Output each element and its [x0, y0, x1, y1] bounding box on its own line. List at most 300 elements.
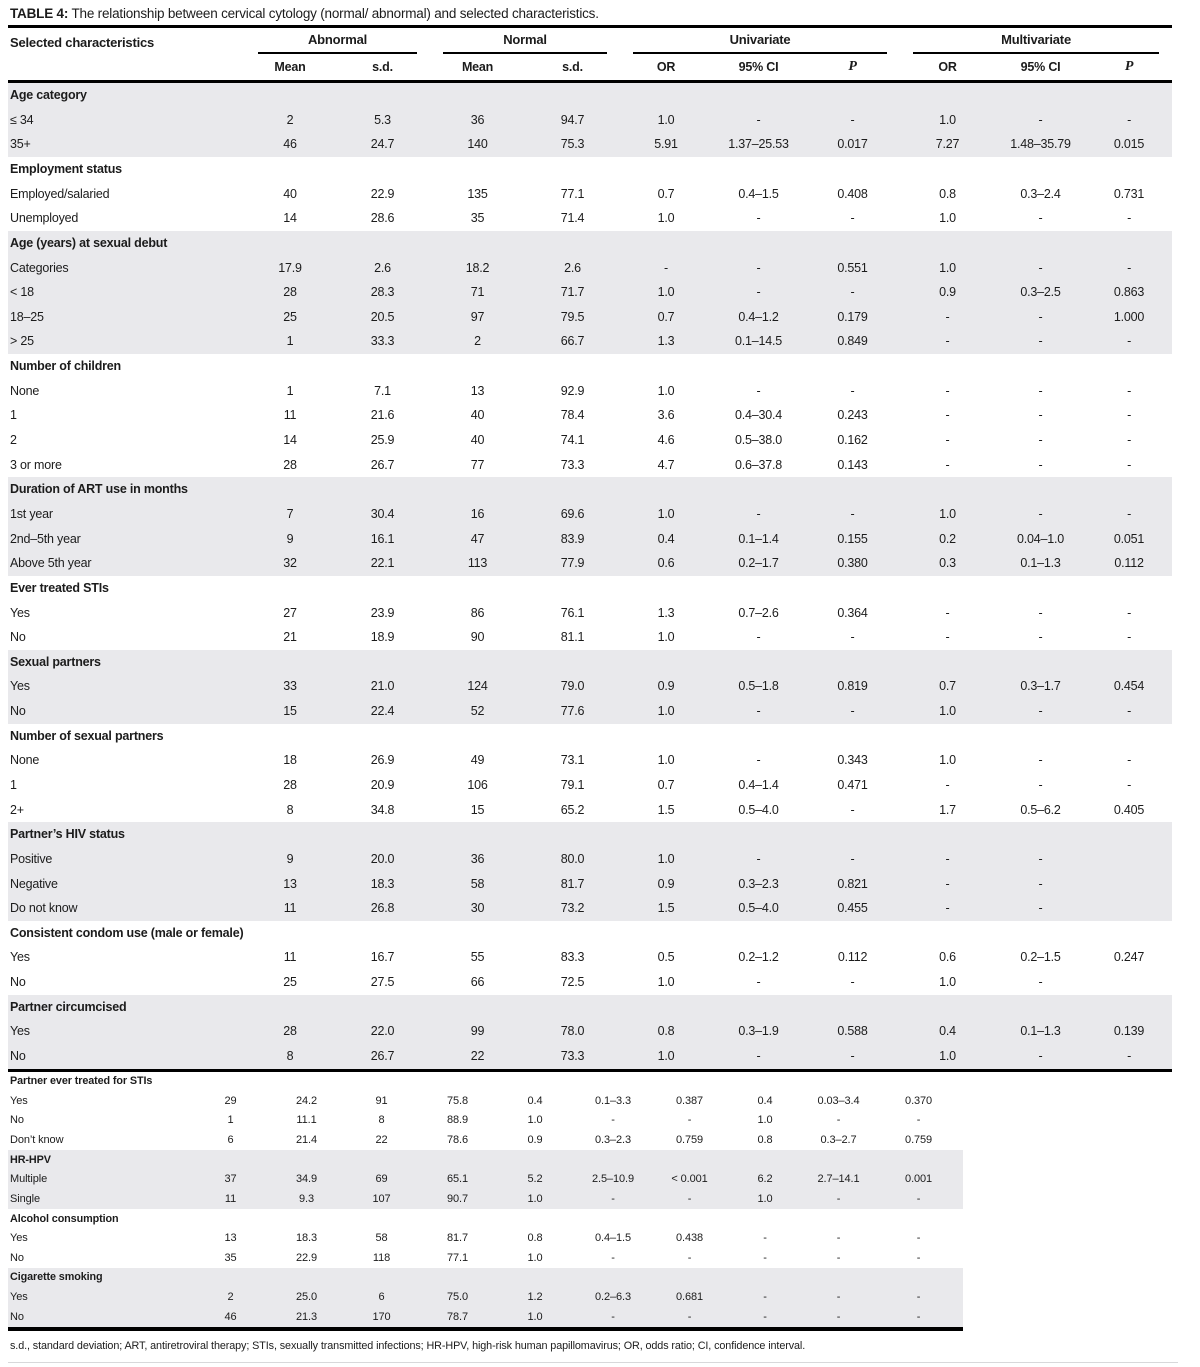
- row-label: Yes: [8, 674, 245, 699]
- sub-header-p: P: [1086, 54, 1172, 82]
- table-cell: -: [803, 1307, 874, 1329]
- section-header: Consistent condom use (male or female): [10, 925, 244, 940]
- table-cell: 0.179: [805, 305, 900, 330]
- table-cell: -: [1127, 753, 1132, 768]
- table-row: [8, 206, 1172, 231]
- table-cell: 47: [430, 527, 525, 552]
- table-cell: 0.2: [900, 527, 995, 552]
- table-cell: 1.0: [939, 211, 956, 226]
- table-cell: 49: [470, 753, 485, 768]
- table-cell: 73.3: [560, 457, 585, 472]
- table-cell: 0.3–2.5: [995, 280, 1086, 305]
- table-cell: 1.0: [900, 699, 995, 724]
- table-cell: 0.2–1.2: [738, 950, 779, 965]
- table-cell: 0.001: [874, 1170, 963, 1190]
- table-cell: 22.0: [335, 1019, 430, 1044]
- section-header-row: [8, 157, 1172, 182]
- table-cell: 28: [245, 1019, 335, 1044]
- table-cell: 1.0: [527, 1114, 543, 1127]
- table-cell: 71: [430, 280, 525, 305]
- table-cell: -: [916, 1114, 921, 1127]
- row-label: Negative: [8, 872, 245, 897]
- table-cell: 78.6: [446, 1133, 468, 1146]
- table-cell: -: [803, 1189, 874, 1209]
- table-cell: -: [916, 1232, 921, 1245]
- table-cell: 20.5: [335, 305, 430, 330]
- table-cell: 22.1: [335, 551, 430, 576]
- table-cell: 1.0: [727, 1189, 803, 1209]
- table-cell: 1.0: [496, 1307, 574, 1329]
- table-cell: 79.0: [525, 674, 620, 699]
- table-cell: -: [805, 1044, 900, 1070]
- table-cell: -: [712, 699, 805, 724]
- table-cell: 66: [470, 975, 485, 990]
- table-cell: 0.3–1.9: [712, 1019, 805, 1044]
- table-cell: -: [1038, 457, 1043, 472]
- table-cell: 7: [245, 502, 335, 527]
- table-cell: 1.0: [657, 975, 675, 990]
- main-table: [8, 25, 1172, 1072]
- table-cell: 14: [283, 211, 297, 226]
- table-cell: -: [805, 847, 900, 872]
- table-cell: 0.8: [527, 1232, 543, 1245]
- table-cell: 8: [378, 1114, 385, 1127]
- table-cell: 107: [344, 1189, 419, 1209]
- section-header-row: [8, 1150, 963, 1170]
- table-cell: -: [945, 433, 950, 448]
- table-cell: 0.9: [620, 674, 712, 699]
- table-cell: 65.1: [419, 1170, 496, 1190]
- row-label: Positive: [8, 847, 245, 872]
- table-cell: 0.8: [757, 1133, 773, 1146]
- table-cell: 1.0: [939, 975, 956, 990]
- table-row: [8, 945, 1172, 970]
- table-cell: -: [1038, 753, 1043, 768]
- row-label: Yes: [10, 1232, 28, 1245]
- table-cell: 86: [470, 605, 485, 620]
- table-cell: -: [995, 847, 1086, 872]
- table-cell: -: [712, 280, 805, 305]
- table-cell: -: [1038, 211, 1043, 226]
- table-cell: 30.4: [335, 502, 430, 527]
- table-row: [8, 280, 1172, 305]
- table-cell: 1.0: [657, 630, 675, 645]
- table-cell: -: [763, 1251, 767, 1264]
- table-cell: 0.9: [620, 872, 712, 897]
- sub-header-p: P: [805, 54, 900, 82]
- table-cell: 0.7: [900, 674, 995, 699]
- table-cell: -: [756, 975, 761, 990]
- table-cell: 0.4–1.5: [738, 186, 779, 201]
- section-header: Number of children: [10, 359, 121, 374]
- table-cell: 0.247: [1113, 950, 1145, 965]
- table-row: [8, 1044, 1172, 1070]
- group-header-label: Normal: [443, 28, 607, 54]
- table-row: [8, 1019, 1172, 1044]
- table-cell: 0.4–1.4: [738, 778, 779, 792]
- table-cell: 0.8: [939, 186, 956, 201]
- section-header-row: [8, 1072, 963, 1092]
- table-cell: 0.155: [805, 527, 900, 552]
- table-row: [8, 1248, 963, 1268]
- row-label: Employed/salaried: [10, 186, 110, 201]
- table-cell: 75.3: [525, 132, 620, 157]
- table-cell: 30: [430, 896, 525, 921]
- table-cell: 1.0: [620, 502, 712, 527]
- table-cell: -: [1127, 605, 1132, 620]
- table-cell: -: [756, 753, 761, 768]
- section-header-row: [8, 995, 1172, 1020]
- table-cell: 11: [192, 1189, 269, 1209]
- table-cell: 5.2: [496, 1170, 574, 1190]
- table-cell: 0.015: [1086, 132, 1172, 157]
- table-cell: 1.2: [496, 1288, 574, 1308]
- table-row: [8, 1170, 963, 1190]
- table-cell: 90: [470, 630, 485, 645]
- table-cell: -: [763, 1232, 767, 1245]
- table-cell: 11: [245, 896, 335, 921]
- table-cell: 1.0: [620, 1044, 712, 1070]
- table-cell: 5.3: [335, 108, 430, 133]
- table-cell: -: [712, 502, 805, 527]
- table-cell: -: [995, 329, 1086, 354]
- sub-header-or: OR: [900, 54, 995, 82]
- table-cell: 11: [283, 408, 297, 423]
- table-row: [8, 453, 1172, 478]
- table-cell: -: [611, 1251, 615, 1264]
- table-cell: 0.162: [837, 433, 868, 448]
- table-cell: -: [900, 329, 995, 354]
- row-label: 2nd–5th year: [8, 527, 245, 552]
- table-cell: 73.2: [525, 896, 620, 921]
- row-label: No: [8, 1307, 192, 1329]
- section-header: Partner circumcised: [8, 995, 1172, 1020]
- continued-table-area: [8, 1072, 1186, 1331]
- table-cell: -: [850, 383, 855, 398]
- table-cell: 6.2: [727, 1170, 803, 1190]
- table-footnote: s.d., standard deviation; ART, antiretroviral therapy; STIs, sexually transmitted infections; HR-HPV, high-risk human papillomavirus; OR, odds ratio; CI, confidence interval.: [10, 1339, 806, 1352]
- table-cell: 77.1: [446, 1251, 468, 1264]
- table-cell: 76.1: [560, 605, 585, 620]
- table-cell: -: [805, 502, 900, 527]
- table-cell: 1.0: [657, 753, 675, 768]
- table-cell: 1.3: [620, 329, 712, 354]
- table-cell: 135: [467, 186, 488, 201]
- table-cell: 8: [245, 1044, 335, 1070]
- table-row: [8, 1131, 963, 1151]
- table-cell: 13: [470, 383, 485, 398]
- table-cell: 21.4: [295, 1133, 317, 1146]
- table-row: [8, 1091, 963, 1111]
- table-cell: 0.681: [652, 1288, 727, 1308]
- table-cell: 0.6–37.8: [734, 457, 783, 472]
- table-cell: 2.7–14.1: [803, 1170, 874, 1190]
- table-cell: -: [712, 1044, 805, 1070]
- table-cell: 35: [224, 1251, 237, 1264]
- table-cell: -: [652, 1189, 727, 1209]
- table-cell: -: [995, 108, 1086, 133]
- table-cell: 2.5–10.9: [574, 1170, 652, 1190]
- row-label: No: [10, 1114, 24, 1127]
- table-cell: 0.4: [900, 1019, 995, 1044]
- group-header-label: Univariate: [633, 28, 887, 54]
- table-cell: 0.3: [900, 551, 995, 576]
- table-cell: 140: [430, 132, 525, 157]
- table-cell: 2: [430, 329, 525, 354]
- table-cell: 73.3: [525, 1044, 620, 1070]
- section-header-row: [8, 650, 1172, 675]
- table-row: [8, 428, 1172, 453]
- table-cell: 28.6: [370, 211, 395, 226]
- table-cell: -: [1038, 433, 1043, 448]
- table-cell: 40: [283, 186, 297, 201]
- table-cell: 0.7: [657, 778, 675, 792]
- table-cell: 0.454: [1086, 674, 1172, 699]
- table-cell: 0.370: [905, 1094, 933, 1107]
- table-cell: 17.9: [245, 255, 335, 280]
- table-cell: 20.0: [335, 847, 430, 872]
- table-cell: 35: [470, 211, 485, 226]
- section-header: Employment status: [10, 161, 122, 176]
- table-cell: 1: [227, 1114, 234, 1127]
- table-cell: -: [995, 305, 1086, 330]
- table-cell: [1086, 970, 1172, 995]
- table-cell: 78.7: [419, 1307, 496, 1329]
- table-cell: -: [756, 383, 761, 398]
- table-row: [8, 748, 1172, 773]
- table-cell: 0.408: [837, 186, 868, 201]
- table-cell: 8: [286, 802, 294, 817]
- table-cell: 69: [344, 1170, 419, 1190]
- table-cell: 0.3–1.7: [995, 674, 1086, 699]
- table-cell: 15: [245, 699, 335, 724]
- table-cell: [1086, 896, 1172, 921]
- table-cell: 0.9: [527, 1133, 543, 1146]
- table-cell: 78.0: [525, 1019, 620, 1044]
- table-cell: -: [574, 1189, 652, 1209]
- row-label: ≤ 34: [8, 108, 245, 133]
- table-cell: 0.5: [657, 950, 675, 965]
- table-cell: -: [900, 896, 995, 921]
- section-header: HR-HPV: [8, 1150, 963, 1170]
- table-cell: -: [945, 383, 950, 398]
- section-header: Alcohol consumption: [10, 1212, 119, 1225]
- table-cell: 0.2–1.5: [1020, 950, 1061, 965]
- table-cell: 25: [245, 305, 335, 330]
- table-cell: 2: [192, 1288, 269, 1308]
- table-cell: 6: [227, 1133, 234, 1146]
- table-row: [8, 798, 1172, 823]
- section-header: Number of sexual partners: [10, 728, 164, 743]
- table-cell: -: [900, 847, 995, 872]
- table-cell: 0.821: [805, 872, 900, 897]
- table-cell: 0.5–38.0: [734, 433, 783, 448]
- table-cell: 0.2–6.3: [574, 1288, 652, 1308]
- table-cell: 25: [283, 975, 297, 990]
- table-cell: 3.6: [657, 408, 675, 423]
- table-row: [8, 1229, 963, 1249]
- table-cell: -: [900, 305, 995, 330]
- table-cell: 58: [430, 872, 525, 897]
- table-row: [8, 625, 1172, 650]
- table-cell: -: [727, 1307, 803, 1329]
- table-cell: 27: [283, 605, 297, 620]
- table-cell: 18.2: [430, 255, 525, 280]
- table-cell: -: [574, 1307, 652, 1329]
- table-row: [8, 1189, 963, 1209]
- table-cell: 0.5–1.8: [712, 674, 805, 699]
- table-cell: -: [756, 211, 761, 226]
- table-cell: 18: [283, 753, 297, 768]
- table-cell: 0.405: [1113, 802, 1145, 817]
- row-label: No: [8, 1044, 245, 1070]
- table-cell: 1.3: [657, 605, 675, 620]
- table-cell: 26.7: [370, 457, 395, 472]
- table-cell: 0.7: [620, 305, 712, 330]
- table-cell: 0.4–1.5: [594, 1232, 631, 1245]
- table-cell: -: [652, 1307, 727, 1329]
- table-cell: -: [805, 108, 900, 133]
- row-label: Unemployed: [10, 211, 79, 226]
- table-cell: 0.438: [675, 1232, 704, 1245]
- table-row: [8, 1111, 963, 1131]
- table-cell: -: [1086, 108, 1172, 133]
- table-cell: 6: [344, 1288, 419, 1308]
- table-cell: 4.7: [657, 457, 675, 472]
- table-cell: -: [1038, 408, 1043, 423]
- table-row: [8, 600, 1172, 625]
- table-cell: 28: [283, 457, 297, 472]
- table-cell: 18.3: [335, 872, 430, 897]
- table-cell: -: [712, 108, 805, 133]
- row-label: 1: [10, 778, 17, 792]
- table-cell: 0.343: [837, 753, 868, 768]
- table-cell: 83.9: [525, 527, 620, 552]
- table-cell: -: [995, 502, 1086, 527]
- sub-header-95-ci: 95% CI: [712, 54, 805, 82]
- table-cell: < 0.001: [652, 1170, 727, 1190]
- table-cell: 5.91: [620, 132, 712, 157]
- table-cell: -: [874, 1189, 963, 1209]
- table-cell: 73.1: [560, 753, 585, 768]
- table-cell: 0.551: [805, 255, 900, 280]
- section-header: Age category: [8, 82, 1172, 108]
- table-cell: -: [1127, 433, 1132, 448]
- table-cell: 0.7: [657, 186, 675, 201]
- table-cell: 124: [430, 674, 525, 699]
- table-cell: 83.3: [560, 950, 585, 965]
- section-header-row: [8, 231, 1172, 256]
- table-row: [8, 551, 1172, 576]
- table-cell: 0.364: [837, 605, 868, 620]
- table-cell: 27.5: [370, 975, 395, 990]
- table-cell: 1.0: [620, 847, 712, 872]
- table-cell: 0.6: [620, 551, 712, 576]
- row-label: None: [10, 383, 40, 398]
- row-label: < 18: [8, 280, 245, 305]
- section-header: Sexual partners: [8, 650, 1172, 675]
- table-cell: 40: [470, 433, 485, 448]
- table-cell: 22.9: [370, 186, 395, 201]
- table-cell: -: [1038, 630, 1043, 645]
- table-cell: -: [1086, 255, 1172, 280]
- table-row: [8, 1288, 963, 1308]
- section-header: Cigarette smoking: [8, 1268, 963, 1288]
- table-cell: 21: [283, 630, 297, 645]
- table-cell: -: [995, 872, 1086, 897]
- section-header: Ever treated STIs: [10, 580, 109, 595]
- table-cell: 0.819: [805, 674, 900, 699]
- table-cell: 0.5–4.0: [712, 896, 805, 921]
- table-cell: -: [1127, 457, 1132, 472]
- table-cell: 170: [344, 1307, 419, 1329]
- table-cell: 2.6: [335, 255, 430, 280]
- table-cell: 37: [192, 1170, 269, 1190]
- table-cell: 7.1: [374, 383, 391, 398]
- table-cell: -: [1086, 1044, 1172, 1070]
- row-label: 35+: [8, 132, 245, 157]
- table-cell: 77.9: [525, 551, 620, 576]
- table-cell: 26.9: [370, 753, 395, 768]
- table-cell: 77.6: [525, 699, 620, 724]
- table-cell: -: [1038, 605, 1043, 620]
- table-cell: 28: [283, 778, 297, 792]
- table-row: [8, 1307, 963, 1329]
- table-cell: 0.4–30.4: [734, 408, 783, 423]
- table-cell: 0.7–2.6: [738, 605, 779, 620]
- table-cell: 1.0: [620, 108, 712, 133]
- table-cell: [1086, 872, 1172, 897]
- sub-header-mean: Mean: [245, 54, 335, 82]
- table-cell: 1.5: [620, 896, 712, 921]
- table-cell: 24.7: [335, 132, 430, 157]
- group-header-univariate: [620, 27, 900, 55]
- table-cell: 0.471: [837, 778, 868, 792]
- table-cell: 24.2: [295, 1094, 317, 1107]
- table-cell: 78.4: [560, 408, 585, 423]
- table-cell: 13: [224, 1232, 237, 1245]
- table-cell: 0.4: [620, 527, 712, 552]
- table-cell: 22: [375, 1133, 388, 1146]
- table-cell: 0.6: [939, 950, 956, 965]
- group-header-label: Abnormal: [258, 28, 417, 54]
- group-header-multivariate: [900, 27, 1172, 55]
- table-cell: 16: [430, 502, 525, 527]
- table-cell: 74.1: [560, 433, 585, 448]
- table-row: [8, 108, 1172, 133]
- table-cell: 1.5: [657, 802, 675, 817]
- table-cell: 79.1: [560, 778, 585, 792]
- row-label: 1st year: [8, 502, 245, 527]
- table-cell: 23.9: [370, 605, 395, 620]
- table-cell: -: [836, 1114, 841, 1127]
- table-row: [8, 182, 1172, 207]
- row-label: Don’t know: [10, 1133, 64, 1146]
- table-cell: 18.9: [370, 630, 395, 645]
- row-label: Do not know: [8, 896, 245, 921]
- table-cell: -: [850, 211, 855, 226]
- table-cell: 0.017: [805, 132, 900, 157]
- table-cell: -: [945, 778, 950, 792]
- table-cell: 77: [470, 457, 485, 472]
- table-cell: 0.1–1.3: [995, 1019, 1086, 1044]
- table-cell: 26.8: [335, 896, 430, 921]
- table-cell: -: [1086, 329, 1172, 354]
- table-cell: 20.9: [370, 778, 395, 792]
- table-cell: 0.3–2.3: [594, 1133, 631, 1146]
- section-header: Partner ever treated for STIs: [10, 1075, 153, 1088]
- table-cell: 1.0: [620, 280, 712, 305]
